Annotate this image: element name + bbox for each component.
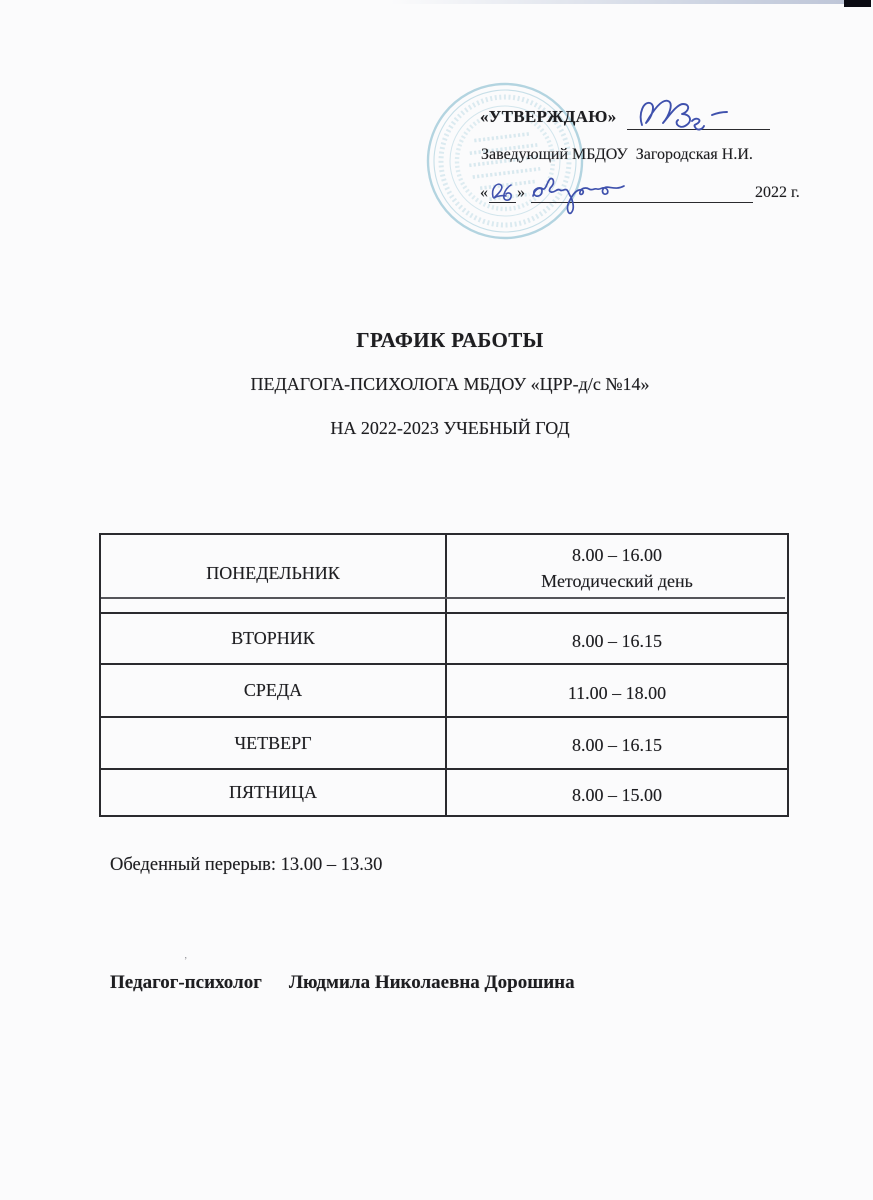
hours-cell: 11.00 – 18.00 — [446, 664, 788, 717]
schedule-table — [99, 533, 789, 817]
table-row — [100, 664, 788, 717]
hours-value: 8.00 – 16.00 — [572, 545, 662, 565]
hours-cell: 8.00 – 16.15 — [446, 613, 788, 664]
table-row — [100, 613, 788, 664]
hours-cell — [446, 534, 788, 613]
handwritten-day — [487, 176, 519, 206]
day-cell: ПЯТНИЦА — [100, 769, 446, 816]
hours-note: Методический день — [541, 571, 693, 591]
psychologist-role: Педагог-психолог — [110, 972, 262, 993]
date-quote-open: « — [480, 184, 488, 201]
table-row — [100, 717, 788, 769]
day-cell: ПОНЕДЕЛЬНИК — [100, 534, 446, 613]
day-cell: ЧЕТВЕРГ — [100, 717, 446, 769]
date-quote-close: » — [517, 184, 525, 201]
psychologist-signature-line — [110, 972, 575, 994]
psychologist-name: Людмила Николаевна Дорошина — [288, 972, 575, 993]
director-title-line: Заведующий МБДОУ Загородская Н.И. — [481, 146, 753, 163]
approve-label: «УТВЕРЖДАЮ» — [480, 107, 617, 126]
lunch-break-line: Обеденный перерыв: 13.00 – 13.30 — [110, 855, 383, 875]
hours-cell: 8.00 – 15.00 — [446, 769, 788, 816]
handwritten-month — [529, 172, 629, 220]
table-row — [100, 769, 788, 816]
date-year: 2022 г. — [755, 184, 800, 201]
document-title: ГРАФИК РАБОТЫ — [356, 328, 544, 352]
director-signature — [634, 93, 738, 135]
scan-speck: ’ — [184, 956, 188, 967]
day-cell: ВТОРНИК — [100, 613, 446, 664]
document-year-line: НА 2022-2023 УЧЕБНЫЙ ГОД — [330, 418, 570, 438]
table-row — [100, 534, 788, 613]
document-subtitle: ПЕДАГОГА-ПСИХОЛОГА МБДОУ «ЦРР-д/с №14» — [250, 374, 650, 394]
scan-corner-artifact — [844, 0, 871, 7]
scan-double-rule — [101, 597, 785, 599]
scan-smudge — [390, 0, 845, 4]
day-cell: СРЕДА — [100, 664, 446, 717]
hours-cell: 8.00 – 16.15 — [446, 717, 788, 769]
